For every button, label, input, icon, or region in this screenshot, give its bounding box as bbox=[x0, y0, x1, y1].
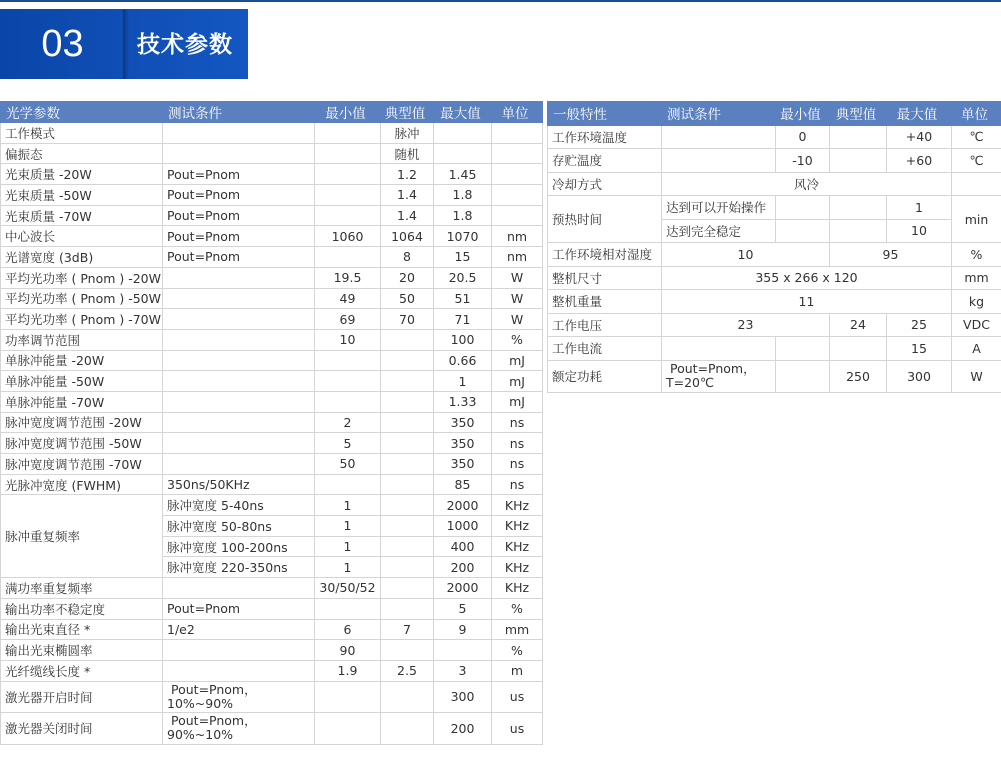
min-cell: 23 bbox=[662, 313, 830, 337]
max-cell: 1.45 bbox=[434, 164, 492, 185]
table-row bbox=[548, 149, 1001, 173]
min-cell bbox=[776, 337, 830, 361]
min-cell bbox=[315, 164, 381, 185]
typ-cell bbox=[381, 474, 434, 495]
table-header-row bbox=[548, 102, 1001, 126]
max-cell: 25 bbox=[887, 313, 952, 337]
table-row bbox=[1, 371, 543, 392]
param-cell: 光纤缆线长度 * bbox=[1, 660, 163, 681]
param-cell: 光束质量 -70W bbox=[1, 205, 163, 226]
col-header-max: 最大值 bbox=[434, 102, 492, 123]
min-cell: 49 bbox=[315, 288, 381, 309]
cond-cell bbox=[163, 143, 315, 164]
min-cell: 1.9 bbox=[315, 660, 381, 681]
typ-cell: 脉冲 bbox=[381, 123, 434, 144]
table-row bbox=[1, 205, 543, 226]
min-cell: 1 bbox=[315, 557, 381, 578]
unit-cell: ℃ bbox=[952, 125, 1001, 149]
table-row bbox=[1, 309, 543, 330]
typ-cell bbox=[381, 516, 434, 537]
param-cell: 功率调节范围 bbox=[1, 329, 163, 350]
max-cell: 350 bbox=[434, 433, 492, 454]
param-cell: 光脉冲宽度 (FWHM) bbox=[1, 474, 163, 495]
typ-cell bbox=[381, 713, 434, 745]
cond-cell: 脉冲宽度 50-80ns bbox=[163, 516, 315, 537]
min-cell: 1 bbox=[315, 536, 381, 557]
max-cell: +60 bbox=[887, 149, 952, 173]
min-cell: 1 bbox=[315, 516, 381, 537]
table-row bbox=[1, 598, 543, 619]
cond-cell bbox=[662, 360, 776, 392]
unit-cell: KHz bbox=[492, 578, 543, 599]
param-cell: 中心波长 bbox=[1, 226, 163, 247]
typ-cell: 24 bbox=[830, 313, 887, 337]
param-cell: 满功率重复频率 bbox=[1, 578, 163, 599]
max-cell: 5 bbox=[434, 598, 492, 619]
min-cell: 5 bbox=[315, 433, 381, 454]
min-cell: 50 bbox=[315, 454, 381, 475]
typ-cell bbox=[830, 337, 887, 361]
max-cell: 2000 bbox=[434, 495, 492, 516]
param-cell: 工作电流 bbox=[548, 337, 662, 361]
param-cell: 输出光束直径 * bbox=[1, 619, 163, 640]
unit-cell: mJ bbox=[492, 391, 543, 412]
param-cell: 输出功率不稳定度 bbox=[1, 598, 163, 619]
max-cell: 1.8 bbox=[434, 205, 492, 226]
col-header-cond: 测试条件 bbox=[662, 102, 776, 126]
cond-cell bbox=[163, 660, 315, 681]
max-cell: 1.8 bbox=[434, 185, 492, 206]
col-header-cond: 测试条件 bbox=[163, 102, 315, 123]
table-row bbox=[1, 164, 543, 185]
min-cell: 0 bbox=[776, 125, 830, 149]
typ-cell bbox=[381, 557, 434, 578]
typ-cell: 70 bbox=[381, 309, 434, 330]
param-cell: 平均光功率 ( Pnom ) -50W bbox=[1, 288, 163, 309]
cond-line-1: Pout=Pnom， bbox=[171, 713, 257, 729]
unit-cell: KHz bbox=[492, 516, 543, 537]
table-row bbox=[1, 247, 543, 268]
unit-cell: m bbox=[492, 660, 543, 681]
typ-cell bbox=[381, 433, 434, 454]
typ-cell bbox=[381, 536, 434, 557]
param-cell: 工作环境相对湿度 bbox=[548, 243, 662, 267]
table-row bbox=[548, 196, 1001, 220]
param-cell: 存贮温度 bbox=[548, 149, 662, 173]
table-row bbox=[548, 243, 1001, 267]
table-row bbox=[548, 172, 1001, 196]
cond-cell bbox=[163, 640, 315, 661]
cond-cell: 达到可以开始操作 bbox=[662, 196, 776, 220]
section-header bbox=[0, 9, 248, 79]
unit-cell: % bbox=[492, 640, 543, 661]
typ-cell bbox=[381, 454, 434, 475]
col-header-max: 最大值 bbox=[887, 102, 952, 126]
unit-cell: A bbox=[952, 337, 1001, 361]
param-cell: 脉冲重复频率 bbox=[1, 495, 163, 578]
typ-cell bbox=[381, 391, 434, 412]
col-header-min: 最小值 bbox=[776, 102, 830, 126]
param-cell: 脉冲宽度调节范围 -70W bbox=[1, 454, 163, 475]
typ-cell: 250 bbox=[830, 360, 887, 392]
cond-cell bbox=[163, 713, 315, 745]
unit-cell: mm bbox=[492, 619, 543, 640]
param-cell: 偏振态 bbox=[1, 143, 163, 164]
max-cell: 1.33 bbox=[434, 391, 492, 412]
table-row bbox=[1, 185, 543, 206]
max-cell bbox=[434, 123, 492, 144]
unit-cell: min bbox=[952, 196, 1001, 243]
unit-cell bbox=[492, 164, 543, 185]
unit-cell: ℃ bbox=[952, 149, 1001, 173]
table-row bbox=[548, 125, 1001, 149]
table-row bbox=[1, 681, 543, 713]
cond-cell bbox=[163, 454, 315, 475]
min-cell: -10 bbox=[776, 149, 830, 173]
col-header-unit: 单位 bbox=[952, 102, 1001, 126]
typ-cell: 11 bbox=[662, 290, 952, 314]
section-title: 技术参数 bbox=[137, 32, 233, 58]
unit-cell bbox=[492, 123, 543, 144]
min-cell: 10 bbox=[662, 243, 830, 267]
cond-cell: Pout=Pnom bbox=[163, 185, 315, 206]
typ-cell bbox=[381, 578, 434, 599]
col-header-unit: 单位 bbox=[492, 102, 543, 123]
param-cell: 预热时间 bbox=[548, 196, 662, 243]
param-cell: 单脉冲能量 -20W bbox=[1, 350, 163, 371]
cond-line-2: 10%~90% bbox=[167, 695, 234, 711]
typ-cell bbox=[830, 219, 887, 243]
unit-cell: ns bbox=[492, 433, 543, 454]
max-cell: 85 bbox=[434, 474, 492, 495]
unit-cell: us bbox=[492, 681, 543, 713]
cond-cell bbox=[662, 125, 776, 149]
table-row bbox=[1, 433, 543, 454]
top-rule bbox=[0, 0, 1001, 2]
unit-cell: us bbox=[492, 713, 543, 745]
table-row bbox=[1, 619, 543, 640]
typ-cell bbox=[830, 196, 887, 220]
cond-cell: 350ns/50KHz bbox=[163, 474, 315, 495]
min-cell: 30/50/52 bbox=[315, 578, 381, 599]
unit-cell: % bbox=[492, 598, 543, 619]
typ-cell bbox=[830, 149, 887, 173]
min-cell bbox=[315, 598, 381, 619]
param-cell: 脉冲宽度调节范围 -20W bbox=[1, 412, 163, 433]
param-cell: 冷却方式 bbox=[548, 172, 662, 196]
cooling-value-cell: 风冷 bbox=[662, 172, 952, 196]
max-cell: 2000 bbox=[434, 578, 492, 599]
typ-cell bbox=[381, 412, 434, 433]
min-cell: 1060 bbox=[315, 226, 381, 247]
typ-cell bbox=[381, 329, 434, 350]
unit-cell: W bbox=[492, 309, 543, 330]
cond-cell: 脉冲宽度 5-40ns bbox=[163, 495, 315, 516]
cond-cell bbox=[163, 391, 315, 412]
param-cell: 激光器关闭时间 bbox=[1, 713, 163, 745]
table-row bbox=[548, 360, 1001, 392]
typ-cell bbox=[381, 640, 434, 661]
unit-cell: VDC bbox=[952, 313, 1001, 337]
table-row bbox=[548, 290, 1001, 314]
unit-cell: % bbox=[492, 329, 543, 350]
typ-cell bbox=[381, 371, 434, 392]
cond-line-1: Pout=Pnom， bbox=[171, 681, 257, 697]
min-cell bbox=[315, 205, 381, 226]
typ-cell: 1.4 bbox=[381, 185, 434, 206]
min-cell bbox=[315, 350, 381, 371]
table-row bbox=[1, 391, 543, 412]
cond-cell bbox=[163, 371, 315, 392]
param-cell: 平均光功率 ( Pnom ) -20W bbox=[1, 267, 163, 288]
typ-cell: 7 bbox=[381, 619, 434, 640]
unit-cell: W bbox=[492, 288, 543, 309]
param-cell: 光谱宽度 (3dB) bbox=[1, 247, 163, 268]
param-cell: 工作环境温度 bbox=[548, 125, 662, 149]
table-row bbox=[1, 288, 543, 309]
min-cell bbox=[776, 196, 830, 220]
typ-cell: 50 bbox=[381, 288, 434, 309]
min-cell: 10 bbox=[315, 329, 381, 350]
max-cell: 1 bbox=[887, 196, 952, 220]
min-cell bbox=[315, 713, 381, 745]
min-cell: 6 bbox=[315, 619, 381, 640]
cond-cell: 脉冲宽度 220-350ns bbox=[163, 557, 315, 578]
typ-cell: 8 bbox=[381, 247, 434, 268]
cond-cell: Pout=Pnom bbox=[163, 598, 315, 619]
unit-cell: ns bbox=[492, 412, 543, 433]
table-row bbox=[1, 495, 543, 516]
unit-cell bbox=[492, 143, 543, 164]
unit-cell: % bbox=[952, 243, 1001, 267]
col-header-typ: 典型值 bbox=[381, 102, 434, 123]
unit-cell bbox=[492, 205, 543, 226]
cond-cell bbox=[163, 123, 315, 144]
min-cell bbox=[315, 123, 381, 144]
max-cell: 300 bbox=[434, 681, 492, 713]
param-cell: 脉冲宽度调节范围 -50W bbox=[1, 433, 163, 454]
cond-cell bbox=[163, 681, 315, 713]
min-cell bbox=[315, 371, 381, 392]
param-cell: 工作电压 bbox=[548, 313, 662, 337]
max-cell: 1 bbox=[434, 371, 492, 392]
cond-cell: Pout=Pnom bbox=[163, 164, 315, 185]
table-row bbox=[1, 474, 543, 495]
optical-params-table bbox=[0, 101, 543, 745]
table-row bbox=[1, 412, 543, 433]
param-cell: 输出光束椭圆率 bbox=[1, 640, 163, 661]
max-cell: 300 bbox=[887, 360, 952, 392]
typ-cell: 1.2 bbox=[381, 164, 434, 185]
size-value-cell: 355 x 266 x 120 bbox=[662, 266, 952, 290]
table-row bbox=[1, 578, 543, 599]
unit-cell: KHz bbox=[492, 536, 543, 557]
cond-cell: Pout=Pnom bbox=[163, 226, 315, 247]
cond-cell bbox=[163, 578, 315, 599]
cond-cell: 脉冲宽度 100-200ns bbox=[163, 536, 315, 557]
max-cell: 1000 bbox=[434, 516, 492, 537]
min-cell bbox=[776, 219, 830, 243]
cond-cell bbox=[163, 412, 315, 433]
max-cell: 9 bbox=[434, 619, 492, 640]
unit-cell: mJ bbox=[492, 371, 543, 392]
cond-cell bbox=[163, 309, 315, 330]
max-cell: 400 bbox=[434, 536, 492, 557]
typ-cell: 2.5 bbox=[381, 660, 434, 681]
max-cell: 200 bbox=[434, 713, 492, 745]
min-cell bbox=[315, 143, 381, 164]
unit-cell: KHz bbox=[492, 495, 543, 516]
min-cell: 69 bbox=[315, 309, 381, 330]
unit-cell: W bbox=[952, 360, 1001, 392]
table-row bbox=[1, 226, 543, 247]
min-cell: 19.5 bbox=[315, 267, 381, 288]
cond-cell bbox=[163, 433, 315, 454]
param-cell: 工作模式 bbox=[1, 123, 163, 144]
table-header-row bbox=[1, 102, 543, 123]
table-row bbox=[1, 713, 543, 745]
table-row bbox=[1, 143, 543, 164]
unit-cell: ns bbox=[492, 474, 543, 495]
table-row bbox=[1, 454, 543, 475]
max-cell: 95 bbox=[830, 243, 952, 267]
typ-cell bbox=[381, 681, 434, 713]
unit-cell bbox=[952, 172, 1001, 196]
section-number: 03 bbox=[41, 23, 84, 65]
cond-line-1: Pout=Pnom， bbox=[670, 361, 756, 376]
col-header-min: 最小值 bbox=[315, 102, 381, 123]
cond-line-2: T=20℃ bbox=[666, 375, 715, 390]
min-cell bbox=[315, 185, 381, 206]
min-cell bbox=[776, 360, 830, 392]
table-row bbox=[1, 350, 543, 371]
unit-cell: W bbox=[492, 267, 543, 288]
col-header-param: 一般特性 bbox=[548, 102, 662, 126]
param-cell: 额定功耗 bbox=[548, 360, 662, 392]
cond-line-2: 90%~10% bbox=[167, 727, 234, 743]
table-row bbox=[1, 267, 543, 288]
cond-cell bbox=[163, 350, 315, 371]
max-cell: 100 bbox=[434, 329, 492, 350]
min-cell bbox=[315, 474, 381, 495]
typ-cell: 随机 bbox=[381, 143, 434, 164]
param-cell: 光束质量 -50W bbox=[1, 185, 163, 206]
cond-cell bbox=[163, 329, 315, 350]
max-cell: 3 bbox=[434, 660, 492, 681]
unit-cell: kg bbox=[952, 290, 1001, 314]
header-divider bbox=[123, 9, 129, 79]
unit-cell: nm bbox=[492, 226, 543, 247]
unit-cell: nm bbox=[492, 247, 543, 268]
max-cell: 350 bbox=[434, 454, 492, 475]
max-cell: 15 bbox=[887, 337, 952, 361]
param-cell: 光束质量 -20W bbox=[1, 164, 163, 185]
min-cell bbox=[315, 247, 381, 268]
unit-cell: mJ bbox=[492, 350, 543, 371]
param-cell: 激光器开启时间 bbox=[1, 681, 163, 713]
col-header-param: 光学参数 bbox=[1, 102, 163, 123]
typ-cell bbox=[381, 350, 434, 371]
unit-cell: ns bbox=[492, 454, 543, 475]
cond-cell: 达到完全稳定 bbox=[662, 219, 776, 243]
table-row bbox=[1, 660, 543, 681]
unit-cell: KHz bbox=[492, 557, 543, 578]
typ-cell bbox=[381, 495, 434, 516]
unit-cell bbox=[492, 185, 543, 206]
param-cell: 平均光功率 ( Pnom ) -70W bbox=[1, 309, 163, 330]
max-cell: 15 bbox=[434, 247, 492, 268]
param-cell: 单脉冲能量 -50W bbox=[1, 371, 163, 392]
table-row bbox=[1, 640, 543, 661]
table-row bbox=[1, 329, 543, 350]
typ-cell bbox=[830, 125, 887, 149]
cond-cell: Pout=Pnom bbox=[163, 247, 315, 268]
max-cell: 51 bbox=[434, 288, 492, 309]
typ-cell: 1064 bbox=[381, 226, 434, 247]
cond-cell bbox=[163, 288, 315, 309]
max-cell: 10 bbox=[887, 219, 952, 243]
max-cell: 20.5 bbox=[434, 267, 492, 288]
table-row bbox=[548, 266, 1001, 290]
min-cell bbox=[315, 681, 381, 713]
cond-cell bbox=[163, 267, 315, 288]
max-cell: 0.66 bbox=[434, 350, 492, 371]
max-cell: +40 bbox=[887, 125, 952, 149]
typ-cell bbox=[381, 598, 434, 619]
min-cell bbox=[315, 391, 381, 412]
min-cell: 1 bbox=[315, 495, 381, 516]
cond-cell: Pout=Pnom bbox=[163, 205, 315, 226]
table-row bbox=[548, 337, 1001, 361]
cond-cell bbox=[662, 149, 776, 173]
max-cell bbox=[434, 640, 492, 661]
max-cell: 1070 bbox=[434, 226, 492, 247]
table-row bbox=[548, 313, 1001, 337]
min-cell: 90 bbox=[315, 640, 381, 661]
param-cell: 单脉冲能量 -70W bbox=[1, 391, 163, 412]
min-cell: 2 bbox=[315, 412, 381, 433]
cond-cell bbox=[662, 337, 776, 361]
max-cell: 71 bbox=[434, 309, 492, 330]
table-row bbox=[1, 123, 543, 144]
max-cell: 350 bbox=[434, 412, 492, 433]
unit-cell: mm bbox=[952, 266, 1001, 290]
param-cell: 整机尺寸 bbox=[548, 266, 662, 290]
col-header-typ: 典型值 bbox=[830, 102, 887, 126]
general-params-table bbox=[547, 101, 1001, 393]
typ-cell: 1.4 bbox=[381, 205, 434, 226]
param-cell: 整机重量 bbox=[548, 290, 662, 314]
max-cell: 200 bbox=[434, 557, 492, 578]
typ-cell: 20 bbox=[381, 267, 434, 288]
max-cell bbox=[434, 143, 492, 164]
cond-cell: 1/e2 bbox=[163, 619, 315, 640]
